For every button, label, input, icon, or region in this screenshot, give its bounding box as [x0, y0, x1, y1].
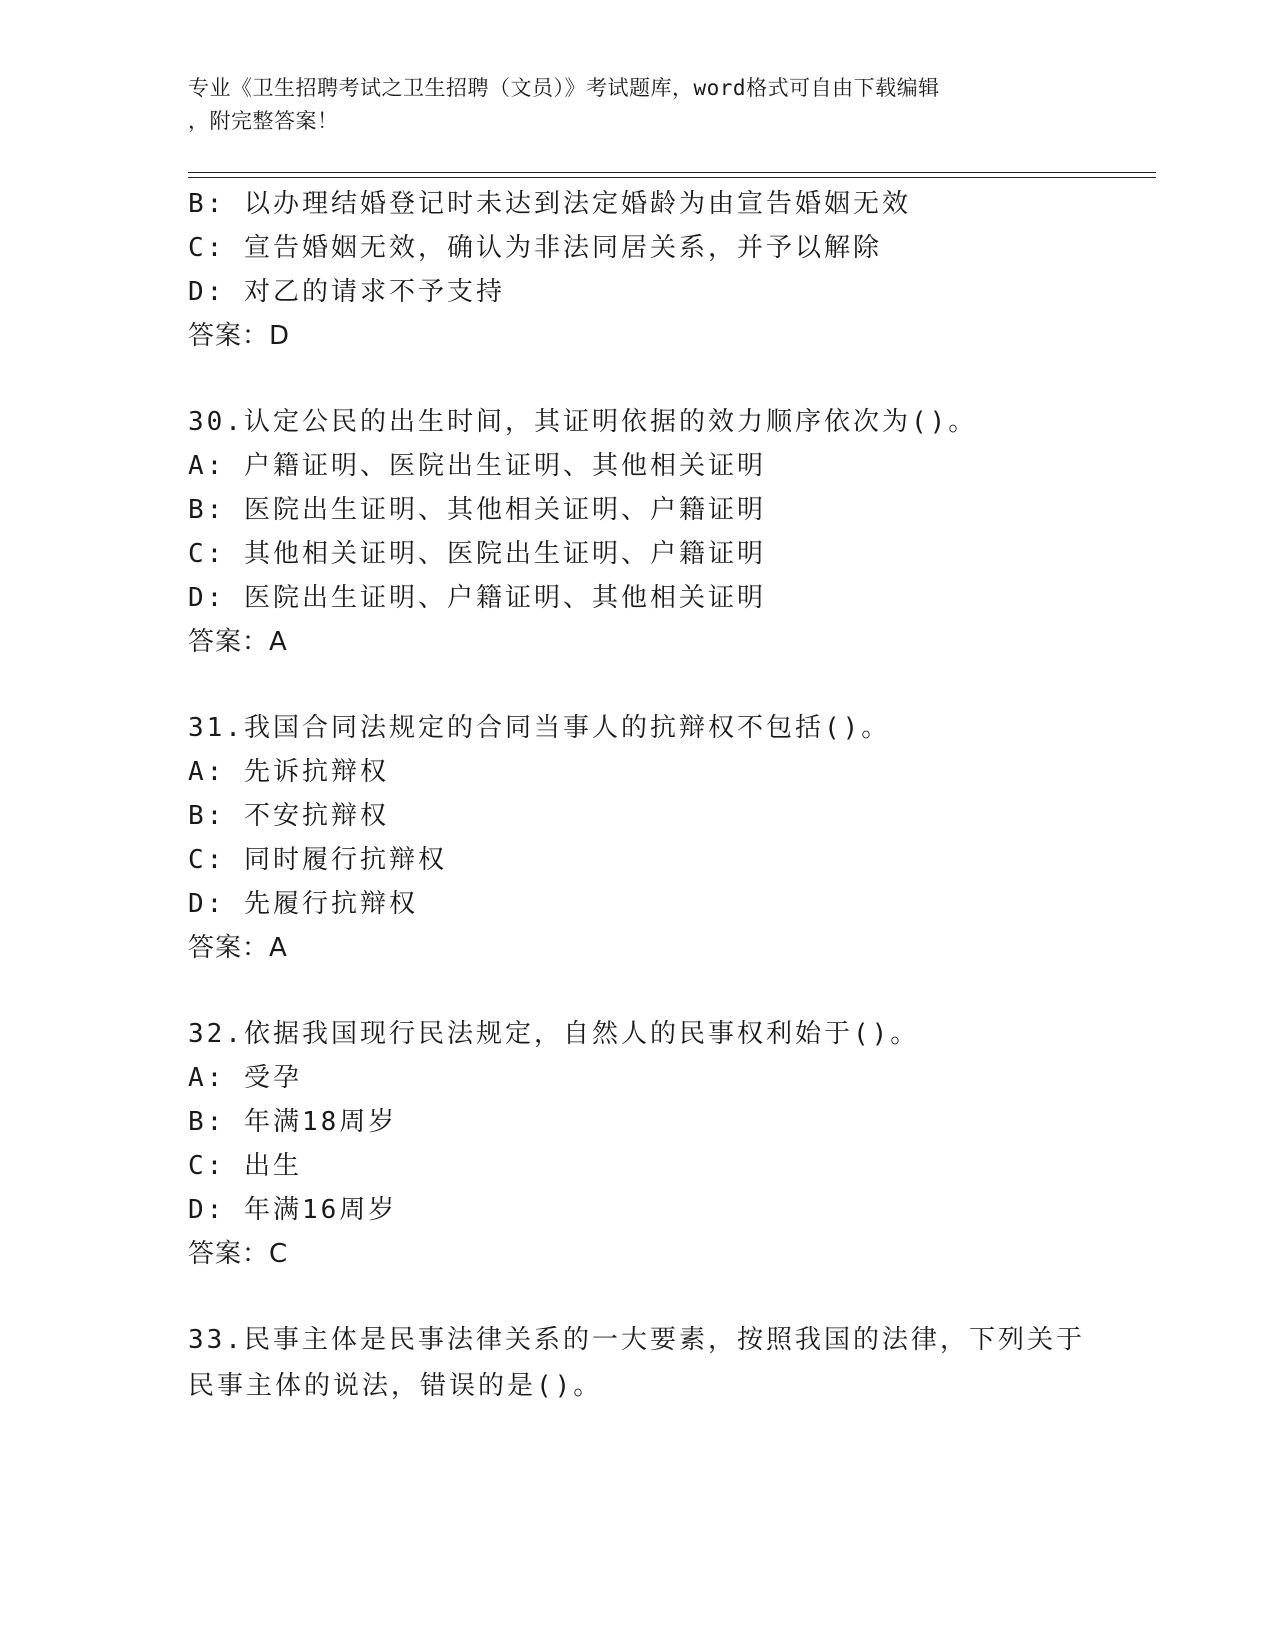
q29-answer: 答案：D — [188, 321, 291, 351]
q32-option-c: C: 出生 — [188, 1151, 302, 1181]
q30-option-d: D: 医院出生证明、户籍证明、其他相关证明 — [188, 583, 766, 613]
q32-option-b: B: 年满18周岁 — [188, 1107, 398, 1137]
q31-option-a: A: 先诉抗辩权 — [188, 757, 389, 787]
document-header — [188, 72, 1068, 138]
q29-option-b: B: 以办理结婚登记时未达到法定婚龄为由宣告婚姻无效 — [188, 189, 911, 219]
q31-answer: 答案：A — [188, 933, 288, 963]
q31-option-b: B: 不安抗辩权 — [188, 801, 389, 831]
q32-question: 32.依据我国现行民法规定，自然人的民事权利始于()。 — [188, 1019, 920, 1049]
q29-option-d: D: 对乙的请求不予支持 — [188, 277, 505, 307]
q30-question: 30.认定公民的出生时间，其证明依据的效力顺序依次为()。 — [188, 407, 978, 437]
q33-question-line1: 33.民事主体是民事法律关系的一大要素，按照我国的法律，下列关于 — [188, 1325, 1085, 1355]
q31-question: 31.我国合同法规定的合同当事人的抗辩权不包括()。 — [188, 713, 891, 743]
q29-option-c: C: 宣告婚姻无效，确认为非法同居关系，并予以解除 — [188, 233, 882, 263]
q33-question — [188, 1317, 1088, 1409]
q30-option-a: A: 户籍证明、医院出生证明、其他相关证明 — [188, 451, 766, 481]
q30-option-c: C: 其他相关证明、医院出生证明、户籍证明 — [188, 539, 766, 569]
q32-answer: 答案：C — [188, 1239, 289, 1269]
q30-option-b: B: 医院出生证明、其他相关证明、户籍证明 — [188, 495, 766, 525]
q31-option-d: D: 先履行抗辩权 — [188, 889, 418, 919]
q32-option-a: A: 受孕 — [188, 1063, 302, 1093]
q31-option-c: C: 同时履行抗辩权 — [188, 845, 447, 875]
q33-question-line2: 民事主体的说法，错误的是()。 — [188, 1371, 603, 1401]
q30-answer: 答案：A — [188, 627, 288, 657]
header-rule-top — [188, 172, 1156, 173]
q32-option-d: D: 年满16周岁 — [188, 1195, 398, 1225]
header-title-line1: 专业《卫生招聘考试之卫生招聘（文员）》考试题库，word格式可自由下载编辑 — [188, 76, 940, 100]
header-rule-bottom — [188, 177, 1156, 178]
header-title-line2: ，附完整答案！ — [188, 109, 339, 133]
